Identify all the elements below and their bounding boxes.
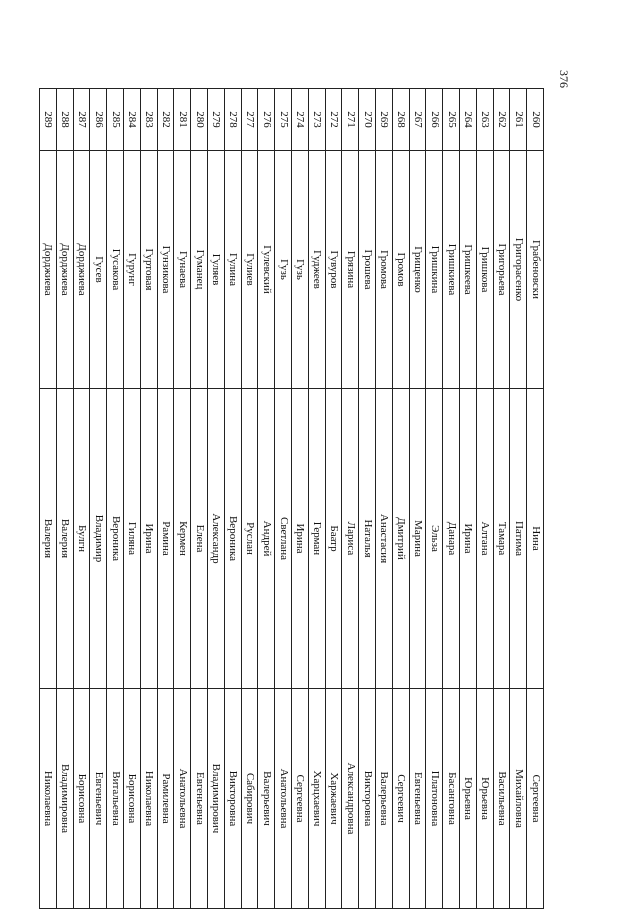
last-name-cell: Грязина — [342, 151, 359, 389]
row-number-cell: 264 — [460, 89, 477, 151]
table-row — [476, 89, 493, 909]
row-number-cell: 261 — [510, 89, 527, 151]
table-row — [493, 89, 510, 909]
row-number-cell: 260 — [527, 89, 544, 151]
table-row — [443, 89, 460, 909]
row-number-cell: 275 — [275, 89, 292, 151]
first-name-cell: Валерия — [40, 389, 57, 689]
first-name-cell: Эльза — [426, 389, 443, 689]
first-name-cell: Валерия — [56, 389, 73, 689]
row-number-cell: 273 — [308, 89, 325, 151]
first-name-cell: Анастасия — [376, 389, 393, 689]
last-name-cell: Гулевский — [258, 151, 275, 389]
first-name-cell: Руслан — [241, 389, 258, 689]
first-name-cell: Елена — [191, 389, 208, 689]
last-name-cell: Гурунг — [124, 151, 141, 389]
table-row — [40, 89, 57, 909]
last-name-cell: Гусакова — [107, 151, 124, 389]
last-name-cell: Гуляев — [208, 151, 225, 389]
last-name-cell: Гришкина — [426, 151, 443, 389]
first-name-cell: Патима — [510, 389, 527, 689]
row-number-cell: 269 — [376, 89, 393, 151]
page-number: 376 — [557, 70, 571, 88]
patronymic-cell: Валерьевич — [258, 689, 275, 909]
last-name-cell: Гуртовая — [140, 151, 157, 389]
first-name-cell: Кермен — [174, 389, 191, 689]
names-table-container — [42, 88, 544, 908]
last-name-cell: Гришкова — [476, 151, 493, 389]
table-row — [241, 89, 258, 909]
first-name-cell: Наталья — [359, 389, 376, 689]
table-row — [258, 89, 275, 909]
patronymic-cell: Юрьевна — [460, 689, 477, 909]
patronymic-cell: Рамилевна — [157, 689, 174, 909]
patronymic-cell: Сергеевич — [392, 689, 409, 909]
table-row — [510, 89, 527, 909]
patronymic-cell: Басанговна — [443, 689, 460, 909]
patronymic-cell: Харцхаевич — [308, 689, 325, 909]
last-name-cell: Григорасенко — [510, 151, 527, 389]
table-row — [409, 89, 426, 909]
table-row — [140, 89, 157, 909]
table-row — [426, 89, 443, 909]
first-name-cell: Ирина — [140, 389, 157, 689]
last-name-cell: Гришкеева — [460, 151, 477, 389]
first-name-cell: Светлана — [275, 389, 292, 689]
table-row — [224, 89, 241, 909]
last-name-cell: Гуманец — [191, 151, 208, 389]
row-number-cell: 271 — [342, 89, 359, 151]
patronymic-cell: Анатольевна — [275, 689, 292, 909]
table-row — [342, 89, 359, 909]
first-name-cell: Андрей — [258, 389, 275, 689]
first-name-cell: Рамина — [157, 389, 174, 689]
last-name-cell: Гулиев — [241, 151, 258, 389]
patronymic-cell: Евгеньевна — [191, 689, 208, 909]
first-name-cell: Нина — [527, 389, 544, 689]
table-row — [56, 89, 73, 909]
patronymic-cell: Николаевна — [40, 689, 57, 909]
first-name-cell: Тамара — [493, 389, 510, 689]
patronymic-cell: Сергеевна — [527, 689, 544, 909]
table-row — [325, 89, 342, 909]
table-row — [460, 89, 477, 909]
table-row — [208, 89, 225, 909]
table-row — [107, 89, 124, 909]
first-name-cell: Вероника — [107, 389, 124, 689]
patronymic-cell: Васильевна — [493, 689, 510, 909]
patronymic-cell: Николаевна — [140, 689, 157, 909]
first-name-cell: Гиляна — [124, 389, 141, 689]
row-number-cell: 276 — [258, 89, 275, 151]
last-name-cell: Гунаева — [174, 151, 191, 389]
patronymic-cell: Платоновна — [426, 689, 443, 909]
first-name-cell: Лариса — [342, 389, 359, 689]
table-row — [174, 89, 191, 909]
row-number-cell: 265 — [443, 89, 460, 151]
table-row — [191, 89, 208, 909]
last-name-cell: Громова — [376, 151, 393, 389]
row-number-cell: 268 — [392, 89, 409, 151]
patronymic-cell: Евгеньевич — [90, 689, 107, 909]
last-name-cell: Гулина — [224, 151, 241, 389]
first-name-cell: Булгн — [73, 389, 90, 689]
table-row — [124, 89, 141, 909]
row-number-cell: 283 — [140, 89, 157, 151]
patronymic-cell: Юрьевна — [476, 689, 493, 909]
first-name-cell: Дмитрий — [392, 389, 409, 689]
last-name-cell: Дорджиева — [56, 151, 73, 389]
patronymic-cell: Борисовна — [73, 689, 90, 909]
patronymic-cell: Борисовна — [124, 689, 141, 909]
patronymic-cell: Михайловна — [510, 689, 527, 909]
first-name-cell: Баатр — [325, 389, 342, 689]
table-row — [73, 89, 90, 909]
table-row — [308, 89, 325, 909]
first-name-cell: Александр — [208, 389, 225, 689]
last-name-cell: Дорджиева — [73, 151, 90, 389]
table-row — [90, 89, 107, 909]
patronymic-cell: Владимировна — [56, 689, 73, 909]
last-name-cell: Громов — [392, 151, 409, 389]
last-name-cell: Гришкиева — [443, 151, 460, 389]
patronymic-cell: Валерьевна — [376, 689, 393, 909]
row-number-cell: 266 — [426, 89, 443, 151]
patronymic-cell: Витальевна — [107, 689, 124, 909]
patronymic-cell: Евгеньевна — [409, 689, 426, 909]
last-name-cell: Гуджеев — [308, 151, 325, 389]
patronymic-cell: Анатольевна — [174, 689, 191, 909]
last-name-cell: Гувуров — [325, 151, 342, 389]
row-number-cell: 285 — [107, 89, 124, 151]
last-name-cell: Грошева — [359, 151, 376, 389]
patronymic-cell: Викторовна — [359, 689, 376, 909]
names-table — [39, 88, 544, 909]
row-number-cell: 282 — [157, 89, 174, 151]
table-row — [527, 89, 544, 909]
first-name-cell: Ирина — [460, 389, 477, 689]
first-name-cell: Марина — [409, 389, 426, 689]
first-name-cell: Владимир — [90, 389, 107, 689]
row-number-cell: 277 — [241, 89, 258, 151]
row-number-cell: 272 — [325, 89, 342, 151]
patronymic-cell: Сергеевна — [292, 689, 309, 909]
table-row — [359, 89, 376, 909]
patronymic-cell: Сабирович — [241, 689, 258, 909]
patronymic-cell: Викторовна — [224, 689, 241, 909]
last-name-cell: Гузь — [292, 151, 309, 389]
last-name-cell: Гунзикова — [157, 151, 174, 389]
table-row — [376, 89, 393, 909]
row-number-cell: 279 — [208, 89, 225, 151]
table-row — [392, 89, 409, 909]
first-name-cell: Данара — [443, 389, 460, 689]
last-name-cell: Гузь — [275, 151, 292, 389]
patronymic-cell: Александровна — [342, 689, 359, 909]
row-number-cell: 286 — [90, 89, 107, 151]
table-row — [292, 89, 309, 909]
table-row — [157, 89, 174, 909]
last-name-cell: Дорджиева — [40, 151, 57, 389]
last-name-cell: Григорьева — [493, 151, 510, 389]
first-name-cell: Ирина — [292, 389, 309, 689]
first-name-cell: Алтана — [476, 389, 493, 689]
first-name-cell: Вероника — [224, 389, 241, 689]
names-table-body — [40, 89, 544, 909]
row-number-cell: 280 — [191, 89, 208, 151]
row-number-cell: 274 — [292, 89, 309, 151]
first-name-cell: Герман — [308, 389, 325, 689]
patronymic-cell: Харжаевич — [325, 689, 342, 909]
row-number-cell: 278 — [224, 89, 241, 151]
patronymic-cell: Владимирович — [208, 689, 225, 909]
row-number-cell: 284 — [124, 89, 141, 151]
table-row — [275, 89, 292, 909]
row-number-cell: 263 — [476, 89, 493, 151]
row-number-cell: 289 — [40, 89, 57, 151]
row-number-cell: 281 — [174, 89, 191, 151]
last-name-cell: Грищенко — [409, 151, 426, 389]
row-number-cell: 288 — [56, 89, 73, 151]
last-name-cell: Грабеновски — [527, 151, 544, 389]
last-name-cell: Гусев — [90, 151, 107, 389]
row-number-cell: 262 — [493, 89, 510, 151]
row-number-cell: 270 — [359, 89, 376, 151]
row-number-cell: 287 — [73, 89, 90, 151]
row-number-cell: 267 — [409, 89, 426, 151]
